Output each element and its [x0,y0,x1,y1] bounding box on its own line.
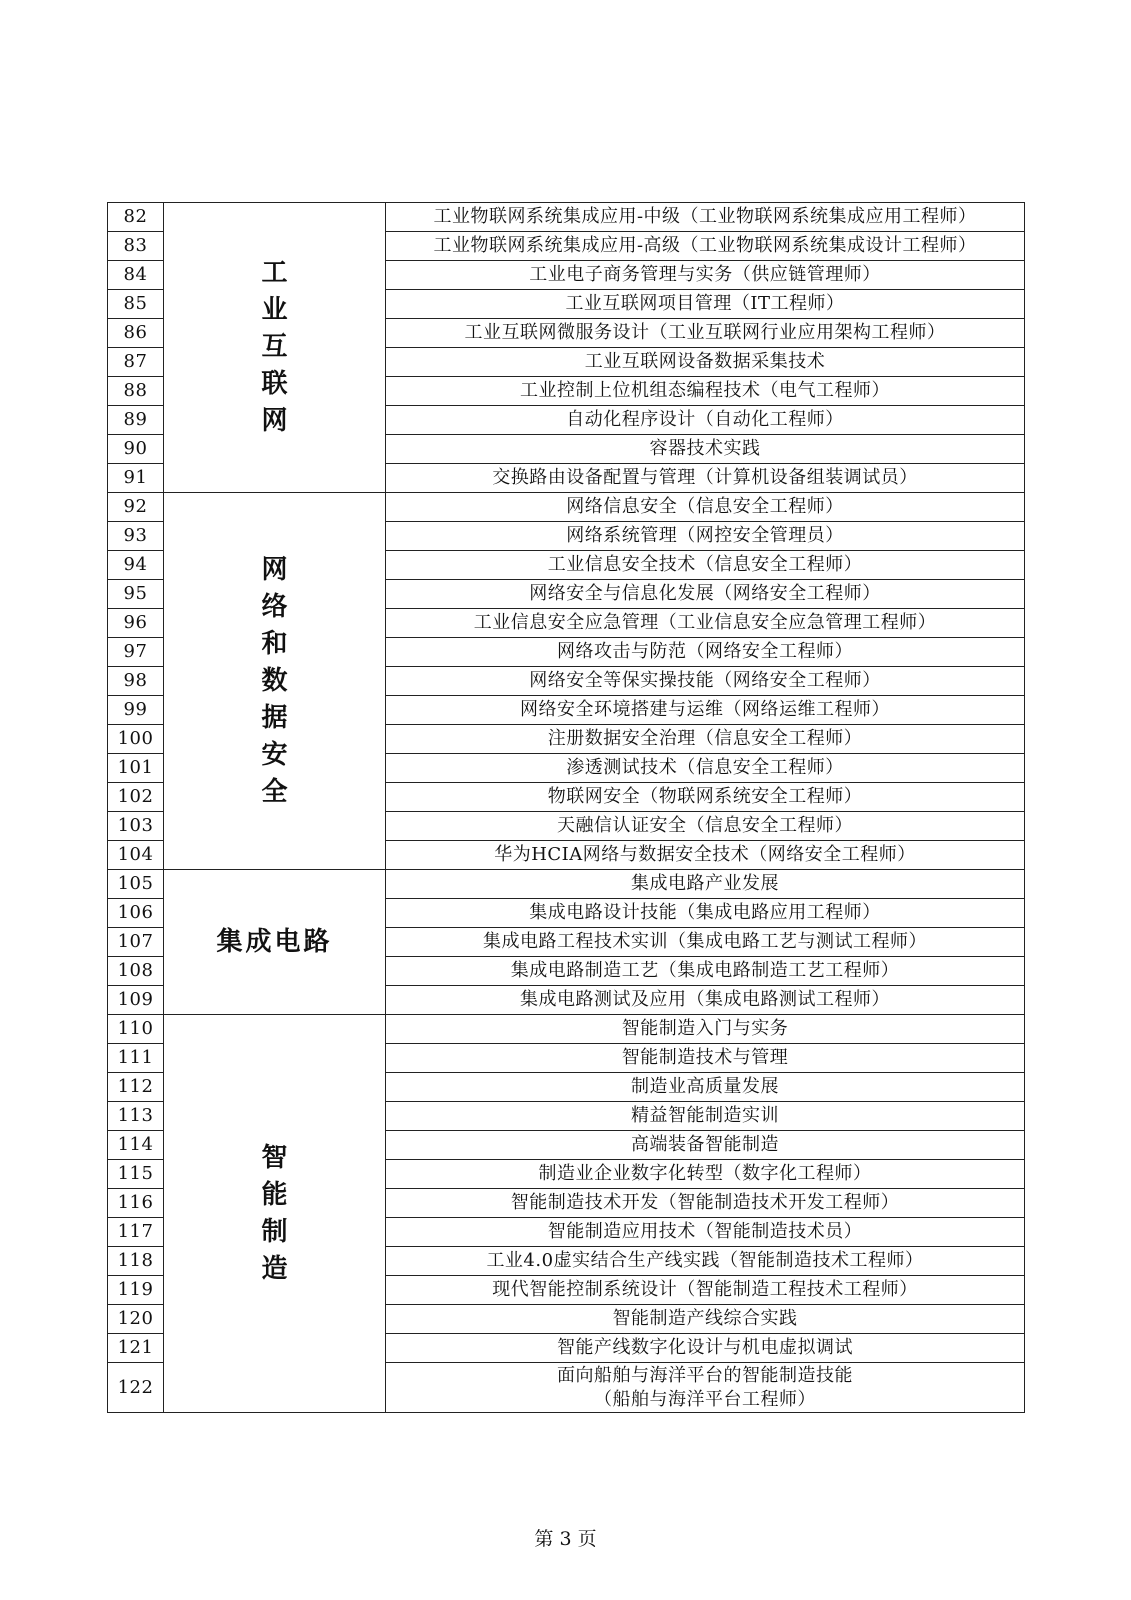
course-name: 智能制造技术开发（智能制造技术开发工程师） [386,1189,1025,1218]
row-number: 94 [108,551,164,580]
course-name: 高端装备智能制造 [386,1131,1025,1160]
row-number: 89 [108,406,164,435]
table-row [108,870,1025,899]
course-name: 容器技术实践 [386,435,1025,464]
row-number: 92 [108,493,164,522]
course-name: 智能制造技术与管理 [386,1044,1025,1073]
course-name: 网络安全与信息化发展（网络安全工程师） [386,580,1025,609]
category-label: 网络和数据安全 [261,554,288,807]
course-table [107,202,1025,1413]
course-name: 工业电子商务管理与实务（供应链管理师） [386,261,1025,290]
course-name: 集成电路产业发展 [386,870,1025,899]
row-number: 117 [108,1218,164,1247]
row-number: 113 [108,1102,164,1131]
row-number: 97 [108,638,164,667]
row-number: 120 [108,1305,164,1334]
page-number: 第 3 页 [534,1528,597,1550]
course-name: 网络信息安全（信息安全工程师） [386,493,1025,522]
course-name: 网络系统管理（网控安全管理员） [386,522,1025,551]
category-cell [164,870,386,1015]
course-name: 集成电路工程技术实训（集成电路工艺与测试工程师） [386,928,1025,957]
course-name: 集成电路制造工艺（集成电路制造工艺工程师） [386,957,1025,986]
course-name: 物联网安全（物联网系统安全工程师） [386,783,1025,812]
course-name: 华为HCIA网络与数据安全技术（网络安全工程师） [386,841,1025,870]
course-name: 工业物联网系统集成应用-高级（工业物联网系统集成设计工程师） [386,232,1025,261]
row-number: 112 [108,1073,164,1102]
row-number: 83 [108,232,164,261]
course-name: 工业互联网设备数据采集技术 [386,348,1025,377]
course-name: 天融信认证安全（信息安全工程师） [386,812,1025,841]
course-name: 工业控制上位机组态编程技术（电气工程师） [386,377,1025,406]
row-number: 106 [108,899,164,928]
row-number: 96 [108,609,164,638]
course-name: 工业4.0虚实结合生产线实践（智能制造技术工程师） [386,1247,1025,1276]
row-number: 104 [108,841,164,870]
course-name: 工业互联网微服务设计（工业互联网行业应用架构工程师） [386,319,1025,348]
row-number: 99 [108,696,164,725]
row-number: 85 [108,290,164,319]
course-table-body [108,203,1025,1413]
table-row [108,1015,1025,1044]
row-number: 98 [108,667,164,696]
row-number: 115 [108,1160,164,1189]
course-name: 注册数据安全治理（信息安全工程师） [386,725,1025,754]
category-cell [164,493,386,870]
row-number: 119 [108,1276,164,1305]
row-number: 103 [108,812,164,841]
course-name: 智能制造应用技术（智能制造技术员） [386,1218,1025,1247]
row-number: 118 [108,1247,164,1276]
row-number: 110 [108,1015,164,1044]
table-row [108,493,1025,522]
course-name: 工业信息安全应急管理（工业信息安全应急管理工程师） [386,609,1025,638]
row-number: 100 [108,725,164,754]
course-name: 网络安全环境搭建与运维（网络运维工程师） [386,696,1025,725]
course-name: 网络安全等保实操技能（网络安全工程师） [386,667,1025,696]
row-number: 87 [108,348,164,377]
course-name: 工业互联网项目管理（IT工程师） [386,290,1025,319]
row-number: 116 [108,1189,164,1218]
row-number: 82 [108,203,164,232]
row-number: 101 [108,754,164,783]
row-number: 108 [108,957,164,986]
course-name: 智能产线数字化设计与机电虚拟调试 [386,1334,1025,1363]
row-number: 91 [108,464,164,493]
table-row [108,203,1025,232]
course-name: 制造业企业数字化转型（数字化工程师） [386,1160,1025,1189]
course-name: 智能制造入门与实务 [386,1015,1025,1044]
row-number: 121 [108,1334,164,1363]
course-name: 智能制造产线综合实践 [386,1305,1025,1334]
course-name: 自动化程序设计（自动化工程师） [386,406,1025,435]
row-number: 105 [108,870,164,899]
category-label: 智能制造 [261,1142,288,1284]
course-name: 制造业高质量发展 [386,1073,1025,1102]
row-number: 88 [108,377,164,406]
course-name: 交换路由设备配置与管理（计算机设备组装调试员） [386,464,1025,493]
row-number: 122 [108,1363,164,1413]
course-name-line2: （船舶与海洋平台工程师） [594,1388,816,1410]
row-number: 90 [108,435,164,464]
course-name: 渗透测试技术（信息安全工程师） [386,754,1025,783]
course-name: 工业信息安全技术（信息安全工程师） [386,551,1025,580]
category-label: 集成电路 [216,926,333,957]
row-number: 114 [108,1131,164,1160]
row-number: 109 [108,986,164,1015]
row-number: 84 [108,261,164,290]
category-cell [164,1015,386,1413]
course-name [386,1363,1025,1413]
row-number: 102 [108,783,164,812]
course-name: 集成电路测试及应用（集成电路测试工程师） [386,986,1025,1015]
category-cell [164,203,386,493]
row-number: 111 [108,1044,164,1073]
course-name: 精益智能制造实训 [386,1102,1025,1131]
row-number: 107 [108,928,164,957]
category-label: 工业互联网 [261,258,288,436]
course-name-line1: 面向船舶与海洋平台的智能制造技能 [557,1364,853,1386]
course-name: 现代智能控制系统设计（智能制造工程技术工程师） [386,1276,1025,1305]
row-number: 95 [108,580,164,609]
course-name: 集成电路设计技能（集成电路应用工程师） [386,899,1025,928]
row-number: 93 [108,522,164,551]
row-number: 86 [108,319,164,348]
course-name: 网络攻击与防范（网络安全工程师） [386,638,1025,667]
course-name: 工业物联网系统集成应用-中级（工业物联网系统集成应用工程师） [386,203,1025,232]
